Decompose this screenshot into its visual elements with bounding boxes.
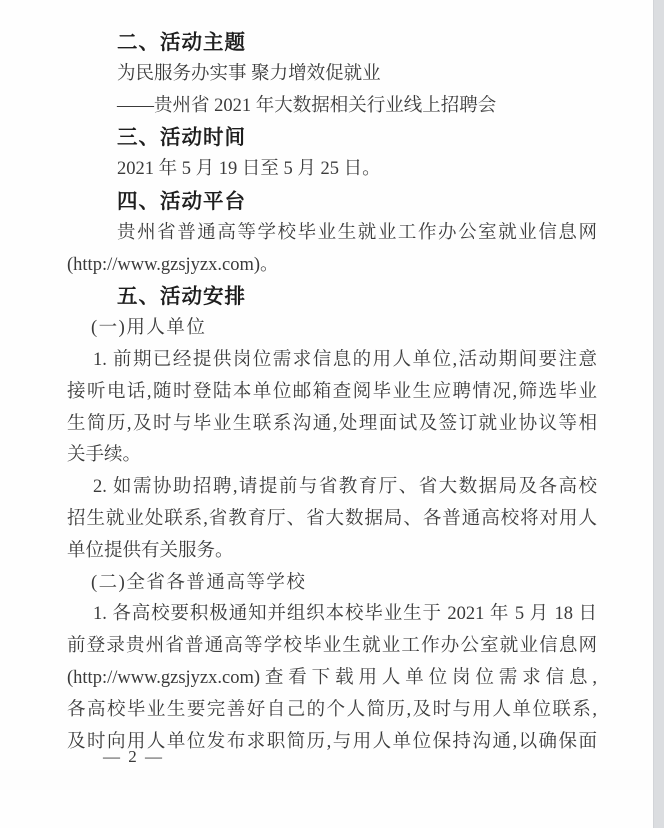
employers-paragraph2-line1: 2. 如需协助招聘,请提前与省教育厅、省大数据局及各高校 bbox=[93, 477, 597, 498]
platform-url-line: (http://www.gzsjyzx.com)。 bbox=[67, 254, 279, 275]
event-time-line: 2021 年 5 月 19 日至 5 月 25 日。 bbox=[117, 159, 381, 180]
document-body bbox=[67, 27, 597, 758]
universities-paragraph1-line2: 前登录贵州省普通高等学校毕业生就业工作办公室就业信息网 bbox=[67, 636, 597, 657]
universities-paragraph1-line5: 及时向用人单位发布求职简历,与用人单位保持沟通,以确保面 bbox=[67, 731, 597, 752]
theme-slogan-line: 为民服务办实事 聚力增效促就业 bbox=[117, 63, 381, 84]
employers-paragraph2-line3: 单位提供有关服务。 bbox=[67, 540, 234, 561]
scan-edge-strip bbox=[653, 0, 664, 828]
section-heading-platform: 四、活动平台 bbox=[117, 188, 246, 213]
employers-paragraph1-line4: 关手续。 bbox=[67, 445, 142, 466]
scan-band-artifact bbox=[0, 770, 653, 790]
section-heading-arrangement: 五、活动安排 bbox=[117, 284, 246, 309]
employers-paragraph1-line2: 接听电话,随时登陆本单位邮箱查阅毕业生应聘情况,筛选毕业 bbox=[67, 381, 597, 402]
employers-paragraph1-line3: 生简历,及时与毕业生联系沟通,处理面试及签订就业协议等相 bbox=[67, 413, 597, 434]
page-number: — 2 — bbox=[103, 747, 164, 766]
subsection-heading-universities: (二)全省各普通高等学校 bbox=[91, 572, 307, 593]
universities-paragraph1-line3: (http://www.gzsjyzx.com)查看下载用人单位岗位需求信息, bbox=[67, 667, 597, 688]
platform-name-line: 贵州省普通高等学校毕业生就业工作办公室就业信息网 bbox=[117, 222, 597, 243]
employers-paragraph1-line1: 1. 前期已经提供岗位需求信息的用人单位,活动期间要注意 bbox=[93, 349, 597, 370]
section-heading-time: 三、活动时间 bbox=[117, 125, 246, 150]
universities-paragraph1-line1: 1. 各高校要积极通知并组织本校毕业生于 2021 年 5 月 18 日 bbox=[93, 604, 597, 625]
section-heading-theme: 二、活动主题 bbox=[117, 30, 246, 54]
theme-event-name-line: ——贵州省 2021 年大数据相关行业线上招聘会 bbox=[117, 95, 497, 116]
universities-paragraph1-line4: 各高校毕业生要完善好自己的个人简历,及时与用人单位联系, bbox=[67, 699, 597, 720]
subsection-heading-employers: (一)用人单位 bbox=[91, 318, 207, 339]
employers-paragraph2-line2: 招生就业处联系,省教育厅、省大数据局、各普通高校将对用人 bbox=[67, 508, 597, 529]
